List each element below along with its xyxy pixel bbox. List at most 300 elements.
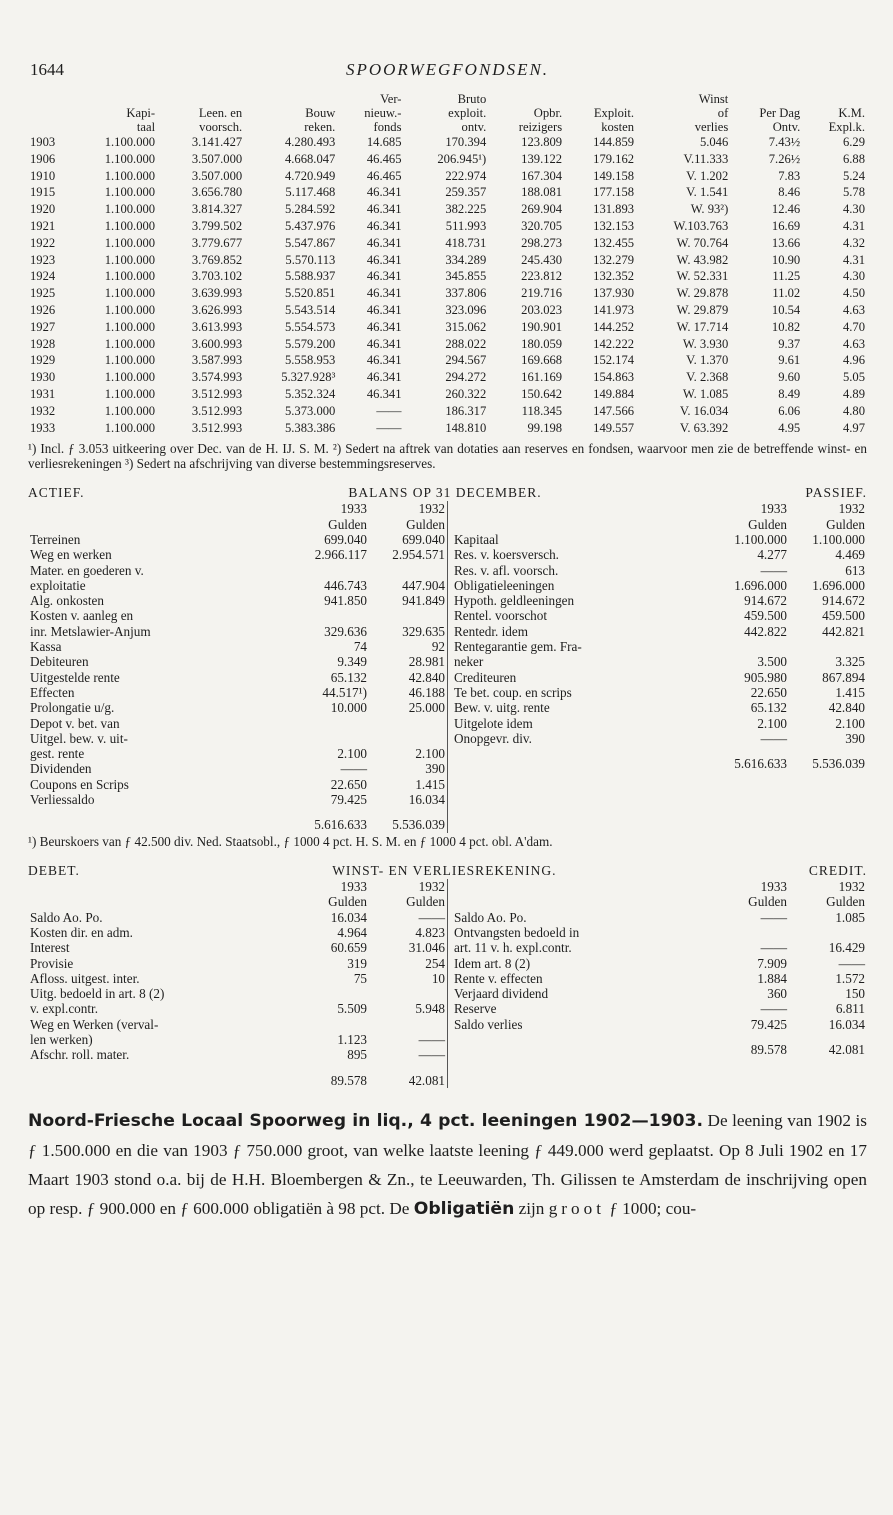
table-cell: 203.023 bbox=[521, 302, 563, 317]
table-cell: 4.63 bbox=[842, 336, 865, 351]
year-cell: 1915 bbox=[30, 185, 56, 200]
ledger-label: exploitatie bbox=[30, 577, 86, 593]
ledger-label: Saldo Ao. Po. bbox=[454, 909, 527, 925]
ledger-row bbox=[452, 624, 867, 639]
table-cell: 6.88 bbox=[842, 151, 865, 166]
table-cell: 5.117.468 bbox=[285, 185, 336, 200]
table-cell: 188.081 bbox=[521, 185, 563, 200]
table-cell: 9.37 bbox=[778, 336, 801, 351]
profit-loss-account bbox=[28, 879, 867, 1088]
ledger-row bbox=[452, 716, 867, 731]
ledger-column-header: Gulden bbox=[748, 516, 787, 532]
ledger-row bbox=[28, 761, 447, 776]
table-cell: W. 93²) bbox=[690, 202, 729, 217]
ledger-total-1932: 42.081 bbox=[408, 1072, 445, 1088]
ledger-label: Saldo Ao. Po. bbox=[30, 909, 103, 925]
table-cell: W. 43.982 bbox=[676, 252, 729, 267]
table-cell: 260.322 bbox=[445, 386, 487, 401]
ledger-row bbox=[452, 986, 867, 1001]
column-header: verlies bbox=[694, 120, 729, 134]
ledger-value-1933: 2.100 bbox=[757, 715, 787, 731]
table-cell: 46.341 bbox=[366, 336, 402, 351]
ledger-value-1932: 867.894 bbox=[822, 669, 865, 685]
table-cell: W. 52.331 bbox=[676, 269, 729, 284]
table-row bbox=[28, 268, 867, 285]
table-cell: 3.703.102 bbox=[191, 269, 243, 284]
table-cell: 5.547.867 bbox=[284, 235, 336, 250]
ledger-total-row bbox=[452, 746, 867, 771]
ledger-label: Kassa bbox=[30, 639, 62, 655]
ledger-row bbox=[28, 639, 447, 654]
ledger-header-blank bbox=[452, 517, 711, 532]
balance-heading bbox=[28, 485, 867, 501]
ledger-row bbox=[452, 532, 867, 547]
table-cell: 170.394 bbox=[445, 135, 487, 149]
profit-loss-credit bbox=[452, 879, 867, 1057]
table-cell: 169.668 bbox=[521, 353, 563, 368]
table-cell: 7.26½ bbox=[768, 151, 801, 166]
ledger-label: Crediteuren bbox=[454, 669, 517, 685]
table-row bbox=[28, 168, 867, 185]
balance-sheet bbox=[28, 501, 867, 832]
ledger-label: Rentegarantie gem. Fra- bbox=[454, 639, 582, 655]
table-cell: 4.668.047 bbox=[284, 151, 336, 166]
table-cell: 418.731 bbox=[445, 235, 487, 250]
ledger-row bbox=[28, 670, 447, 685]
table-cell: 294.272 bbox=[445, 370, 487, 385]
table-row bbox=[28, 302, 867, 319]
table-cell: 3.639.993 bbox=[191, 286, 243, 301]
table-cell: 5.437.976 bbox=[284, 218, 336, 233]
year-cell: 1903 bbox=[30, 135, 56, 149]
ledger-row bbox=[452, 731, 867, 746]
column-header: kosten bbox=[601, 120, 635, 134]
table-cell: 245.430 bbox=[521, 252, 563, 267]
ledger-label: Te bet. coup. en scrips bbox=[454, 684, 572, 700]
table-cell: 1.100.000 bbox=[104, 286, 156, 301]
profit-loss-right-heading: CREDIT. bbox=[808, 863, 867, 879]
table-cell: 206.945¹) bbox=[437, 151, 487, 166]
column-header: Ver- bbox=[380, 92, 402, 106]
table-cell: 179.162 bbox=[593, 151, 635, 166]
table-cell: 1.100.000 bbox=[104, 269, 156, 284]
ledger-value-1933: 22.650 bbox=[330, 776, 367, 792]
table-cell: 5.558.953 bbox=[284, 353, 336, 368]
ledger-value-1932: 2.100 bbox=[415, 746, 445, 762]
year-cell: 1932 bbox=[30, 403, 56, 418]
statistics-header-row bbox=[28, 92, 867, 106]
ledger-total-1932: 5.536.039 bbox=[392, 817, 445, 833]
ledger-row bbox=[452, 685, 867, 700]
column-header bbox=[28, 106, 70, 120]
ledger-label: art. 11 v. h. expl.contr. bbox=[454, 940, 572, 956]
ledger-total-label bbox=[28, 807, 291, 832]
ledger-value-1933: 16.034 bbox=[330, 909, 367, 925]
table-cell: 8.49 bbox=[778, 386, 801, 401]
column-header: Exploit. bbox=[593, 106, 635, 120]
ledger-value-1933: 699.040 bbox=[324, 531, 367, 547]
ledger-column-header: 1933 bbox=[340, 501, 367, 517]
table-row bbox=[28, 386, 867, 403]
table-cell: 118.345 bbox=[521, 403, 563, 418]
table-cell: 4.31 bbox=[842, 252, 865, 267]
table-cell: 5.579.200 bbox=[284, 336, 336, 351]
ledger-row bbox=[452, 700, 867, 715]
ledger-label: Obligatieleeningen bbox=[454, 577, 555, 593]
table-cell: 1.100.000 bbox=[104, 420, 156, 435]
table-cell: 5.373.000 bbox=[284, 403, 336, 418]
table-cell: 11.25 bbox=[772, 269, 801, 284]
ledger-row bbox=[28, 547, 447, 562]
table-cell: 46.341 bbox=[366, 252, 402, 267]
ledger-total-1933: 5.616.633 bbox=[734, 756, 787, 772]
ledger-row bbox=[28, 578, 447, 593]
table-cell: 4.96 bbox=[842, 353, 865, 368]
ledger-value-1932: —— bbox=[418, 909, 445, 925]
table-cell: 99.198 bbox=[527, 420, 563, 435]
table-cell: 46.341 bbox=[366, 218, 402, 233]
table-cell: 5.570.113 bbox=[285, 252, 336, 267]
table-cell: 46.341 bbox=[366, 370, 402, 385]
ledger-value-1933 bbox=[291, 716, 369, 731]
column-header: K.M. bbox=[838, 106, 865, 120]
table-cell: 144.252 bbox=[593, 319, 635, 334]
ledger-value-1933: 4.964 bbox=[337, 924, 367, 940]
ledger-header-blank bbox=[28, 879, 291, 894]
ledger-value-1932: 16.034 bbox=[408, 791, 445, 807]
table-cell: 46.341 bbox=[366, 286, 402, 301]
table-cell: 7.43½ bbox=[768, 135, 801, 149]
table-cell: 10.54 bbox=[771, 302, 801, 317]
column-header bbox=[157, 92, 244, 106]
table-cell: 1.100.000 bbox=[104, 168, 156, 183]
ledger-row bbox=[28, 910, 447, 925]
ledger-total-1933: 89.578 bbox=[330, 1072, 367, 1088]
ledger-value-1933: 1.100.000 bbox=[734, 531, 787, 547]
table-cell: 294.567 bbox=[445, 353, 487, 368]
ledger-value-1932: 1.696.000 bbox=[812, 577, 865, 593]
column-header: Bruto bbox=[457, 92, 487, 106]
ledger-total-row bbox=[452, 1032, 867, 1057]
ledger-value-1932: 1.085 bbox=[835, 909, 865, 925]
table-cell: 167.304 bbox=[521, 168, 563, 183]
ledger-value-1933: 44.517¹) bbox=[322, 684, 367, 700]
table-cell: 132.153 bbox=[593, 218, 635, 233]
table-cell: 298.273 bbox=[521, 235, 563, 250]
balance-assets bbox=[28, 501, 447, 832]
column-header: fonds bbox=[373, 120, 402, 134]
year-cell: 1906 bbox=[30, 151, 56, 166]
ledger-row bbox=[452, 1017, 867, 1032]
table-row bbox=[28, 352, 867, 369]
table-row bbox=[28, 151, 867, 168]
table-cell: 3.507.000 bbox=[191, 168, 243, 183]
ledger-row bbox=[28, 746, 447, 761]
statistics-header-row bbox=[28, 106, 867, 120]
ledger-value-1933: 65.132 bbox=[750, 700, 787, 716]
ledger-total-row bbox=[28, 807, 447, 832]
table-cell: 161.169 bbox=[521, 370, 563, 385]
ledger-value-1933: 60.659 bbox=[330, 940, 367, 956]
table-row bbox=[28, 134, 867, 151]
column-header: Ontv. bbox=[772, 120, 801, 134]
ledger-column-header: Gulden bbox=[826, 894, 865, 910]
ledger-value-1932: 10 bbox=[431, 970, 445, 986]
table-cell: 1.100.000 bbox=[104, 151, 156, 166]
table-row bbox=[28, 218, 867, 235]
ledger-value-1933: 914.672 bbox=[744, 593, 787, 609]
ledger-value-1933: 7.909 bbox=[757, 955, 787, 971]
table-cell: 3.626.993 bbox=[191, 302, 243, 317]
table-cell: 9.61 bbox=[778, 353, 801, 368]
ledger-value-1933: 459.500 bbox=[744, 608, 787, 624]
ledger-label: len werken) bbox=[30, 1032, 93, 1048]
ledger-value-1932: 31.046 bbox=[408, 940, 445, 956]
ledger-row bbox=[28, 1032, 447, 1047]
table-cell: 46.341 bbox=[366, 319, 402, 334]
table-cell: W.103.763 bbox=[673, 218, 729, 233]
table-cell: 4.31 bbox=[842, 218, 865, 233]
ledger-row bbox=[28, 700, 447, 715]
table-cell: V. 63.392 bbox=[679, 420, 729, 435]
table-cell: 334.289 bbox=[445, 252, 487, 267]
statistics-footnote: ¹) Incl. ƒ 3.053 uitkeering over Dec. van de H. IJ. S. M. ²) Sedert na aftrek van dotaties aan reserves en fondsen, waarvoor men zie de betreffende winst- en verliesrekeningen ³) Sedert na afschrijving van diverse bestemmingsreserves. bbox=[28, 441, 867, 471]
year-cell: 1922 bbox=[30, 235, 56, 250]
ledger-value-1933: 75 bbox=[353, 970, 367, 986]
ledger-row bbox=[28, 940, 447, 955]
table-row bbox=[28, 252, 867, 269]
balance-left-heading: ACTIEF. bbox=[28, 485, 85, 501]
ledger-header-row bbox=[28, 879, 447, 894]
table-cell: 8.46 bbox=[778, 185, 801, 200]
ledger-header-row bbox=[452, 879, 867, 894]
year-cell: 1926 bbox=[30, 302, 56, 317]
ledger-row bbox=[28, 608, 447, 623]
table-cell: 147.566 bbox=[593, 403, 635, 418]
year-cell: 1931 bbox=[30, 386, 56, 401]
ledger-column-header: Gulden bbox=[328, 516, 367, 532]
statistics-header-row bbox=[28, 120, 867, 134]
table-cell: 1.100.000 bbox=[104, 302, 156, 317]
table-cell: 46.341 bbox=[366, 386, 402, 401]
year-cell: 1910 bbox=[30, 168, 56, 183]
ledger-value-1932: 254 bbox=[425, 955, 445, 971]
year-cell: 1921 bbox=[30, 218, 56, 233]
ledger-value-1933: 5.509 bbox=[337, 1001, 367, 1017]
ledger-label: Mater. en goederen v. bbox=[30, 562, 144, 578]
ledger-value-1932: 2.100 bbox=[835, 715, 865, 731]
profit-loss-heading bbox=[28, 863, 867, 879]
ledger-value-1933 bbox=[711, 925, 789, 940]
column-header bbox=[564, 92, 636, 106]
column-header: nieuw.- bbox=[364, 106, 402, 120]
ledger-value-1932: 46.188 bbox=[408, 684, 445, 700]
column-header bbox=[802, 92, 867, 106]
ledger-label: Rentel. voorschot bbox=[454, 608, 548, 624]
table-cell: 149.884 bbox=[593, 386, 635, 401]
table-cell: 5.327.928³ bbox=[281, 370, 336, 385]
table-cell: 16.69 bbox=[771, 218, 801, 233]
table-cell: 149.158 bbox=[593, 168, 635, 183]
ledger-label: Effecten bbox=[30, 684, 75, 700]
ledger-total-label bbox=[452, 746, 711, 771]
ledger-value-1932 bbox=[369, 1017, 447, 1032]
table-cell: 3.512.993 bbox=[191, 403, 243, 418]
ledger-label: Rente v. effecten bbox=[454, 970, 543, 986]
ledger-column-header: 1932 bbox=[838, 879, 865, 895]
year-cell: 1933 bbox=[30, 420, 56, 435]
table-cell: 152.174 bbox=[593, 353, 635, 368]
table-cell: 1.100.000 bbox=[104, 135, 156, 149]
table-cell: 132.279 bbox=[593, 252, 635, 267]
table-cell: 11.02 bbox=[772, 286, 801, 301]
table-cell: 3.512.993 bbox=[191, 420, 243, 435]
table-cell: 259.357 bbox=[445, 185, 487, 200]
year-cell: 1927 bbox=[30, 319, 56, 334]
table-cell: 1.100.000 bbox=[104, 370, 156, 385]
article-text-1: De leening van 1902 is ƒ 1.500.000 en die van 1903 ƒ 750.000 groot, van welke laatste leening ƒ 449.000 werd geplaatst. Op 8 Juli 1902 en 17 Maart 1903 stond o.a. bij de H.H. Bloembergen & Zn., te Leeuwarden, Th. Gilissen te Amsterdam de inschrijving open op resp. ƒ 900.000 en ƒ 600.000 obligatiën à 98 pct. De bbox=[28, 1110, 867, 1218]
column-header: reizigers bbox=[518, 120, 563, 134]
table-cell: 219.716 bbox=[521, 286, 563, 301]
ledger-value-1932: —— bbox=[418, 1032, 445, 1048]
column-header bbox=[28, 92, 70, 106]
ledger-row bbox=[28, 624, 447, 639]
table-cell: 315.062 bbox=[445, 319, 487, 334]
ledger-value-1932: —— bbox=[418, 1047, 445, 1063]
ledger-value-1933: 22.650 bbox=[750, 684, 787, 700]
ledger-value-1933: 1.123 bbox=[337, 1032, 367, 1048]
ledger-value-1932: 459.500 bbox=[822, 608, 865, 624]
ledger-value-1933: 65.132 bbox=[330, 669, 367, 685]
ledger-column-header: Gulden bbox=[328, 894, 367, 910]
table-cell: 149.557 bbox=[593, 420, 635, 435]
column-header bbox=[488, 92, 564, 106]
table-cell: 132.455 bbox=[593, 235, 635, 250]
running-head bbox=[28, 50, 867, 82]
table-cell: 1.100.000 bbox=[104, 386, 156, 401]
ledger-value-1932: 1.415 bbox=[415, 776, 445, 792]
table-cell: 3.656.780 bbox=[191, 185, 243, 200]
ledger-value-1932 bbox=[369, 731, 447, 746]
ledger-label: Alg. onkosten bbox=[30, 593, 104, 609]
year-cell: 1920 bbox=[30, 202, 56, 217]
ledger-header-blank bbox=[28, 894, 291, 909]
table-cell: 5.046 bbox=[699, 135, 729, 149]
ledger-value-1933: 10.000 bbox=[330, 700, 367, 716]
ledger-column-header: 1932 bbox=[418, 501, 445, 517]
ledger-row bbox=[452, 1001, 867, 1016]
ledger-label: Kosten dir. en adm. bbox=[30, 924, 133, 940]
ledger-value-1933: 9.349 bbox=[337, 654, 367, 670]
ledger-label: Terreinen bbox=[30, 531, 81, 547]
ledger-value-1932: 447.904 bbox=[402, 577, 445, 593]
ledger-value-1932 bbox=[369, 986, 447, 1001]
table-cell: 4.80 bbox=[842, 403, 865, 418]
column-header: ontv. bbox=[461, 120, 487, 134]
ledger-header-row bbox=[28, 894, 447, 909]
table-cell: 5.352.324 bbox=[284, 386, 336, 401]
ledger-value-1932: 1.100.000 bbox=[812, 531, 865, 547]
table-cell: 137.930 bbox=[593, 286, 635, 301]
ledger-header-blank bbox=[28, 517, 291, 532]
ledger-value-1933 bbox=[291, 986, 369, 1001]
ledger-value-1932 bbox=[369, 563, 447, 578]
ledger-label: Res. v. koersversch. bbox=[454, 547, 559, 563]
ledger-row bbox=[28, 956, 447, 971]
ledger-value-1933: 2.966.117 bbox=[314, 547, 367, 563]
ledger-value-1933: 79.425 bbox=[750, 1016, 787, 1032]
table-row bbox=[28, 403, 867, 420]
ledger-label: Verliessaldo bbox=[30, 791, 95, 807]
table-row bbox=[28, 184, 867, 201]
column-header: taal bbox=[136, 120, 156, 134]
table-cell: 10.90 bbox=[771, 252, 801, 267]
table-cell: 223.812 bbox=[521, 269, 563, 284]
table-cell: —— bbox=[376, 420, 402, 435]
ledger-value-1932 bbox=[789, 925, 867, 940]
table-cell: 345.855 bbox=[445, 269, 487, 284]
year-cell: 1929 bbox=[30, 353, 56, 368]
ledger-value-1933: 3.500 bbox=[757, 654, 787, 670]
table-cell: 3.574.993 bbox=[191, 370, 243, 385]
table-cell: V.11.333 bbox=[683, 151, 729, 166]
table-row bbox=[28, 235, 867, 252]
table-cell: 4.97 bbox=[842, 420, 865, 435]
ledger-label: Provisie bbox=[30, 955, 74, 971]
column-header bbox=[70, 92, 157, 106]
table-cell: 3.799.502 bbox=[191, 218, 243, 233]
ledger-label: v. expl.contr. bbox=[30, 1001, 98, 1017]
table-cell: 46.465 bbox=[366, 168, 402, 183]
table-cell: 6.06 bbox=[778, 403, 801, 418]
ledger-value-1933 bbox=[291, 1017, 369, 1032]
ledger-column-header: Gulden bbox=[406, 894, 445, 910]
table-cell: V. 16.034 bbox=[679, 403, 729, 418]
table-cell: 3.587.993 bbox=[191, 353, 243, 368]
ledger-value-1932: 613 bbox=[845, 562, 865, 578]
ledger-value-1932: —— bbox=[838, 955, 865, 971]
ledger-label: Idem art. 8 (2) bbox=[454, 955, 531, 971]
column-header: of bbox=[717, 106, 729, 120]
year-cell: 1925 bbox=[30, 286, 56, 301]
ledger-label: Weg en Werken (verval- bbox=[30, 1016, 159, 1032]
column-header bbox=[730, 92, 802, 106]
ledger-value-1933: 319 bbox=[347, 955, 367, 971]
ledger-label: Debiteuren bbox=[30, 654, 89, 670]
table-cell: 5.284.592 bbox=[284, 202, 336, 217]
table-cell: 7.83 bbox=[778, 168, 801, 183]
ledger-row bbox=[452, 547, 867, 562]
ledger-value-1932: 2.954.571 bbox=[392, 547, 445, 563]
year-cell: 1928 bbox=[30, 336, 56, 351]
table-cell: 131.893 bbox=[593, 202, 635, 217]
ledger-value-1932: 6.811 bbox=[835, 1001, 865, 1017]
statistics-header bbox=[28, 92, 867, 134]
ledger-row bbox=[452, 956, 867, 971]
table-cell: 288.022 bbox=[445, 336, 487, 351]
column-header: Expl.k. bbox=[828, 120, 865, 134]
ledger-header-blank bbox=[452, 879, 711, 894]
table-cell: 10.82 bbox=[771, 319, 801, 334]
table-cell: 142.222 bbox=[593, 336, 635, 351]
column-header: Bouw bbox=[305, 106, 336, 120]
table-cell: 1.100.000 bbox=[104, 218, 156, 233]
ledger-total-row bbox=[28, 1063, 447, 1088]
balance-right-heading: PASSIEF. bbox=[805, 485, 867, 501]
ledger-label: Kosten v. aanleg en bbox=[30, 608, 134, 624]
year-cell: 1923 bbox=[30, 252, 56, 267]
ledger-value-1932 bbox=[789, 639, 867, 654]
